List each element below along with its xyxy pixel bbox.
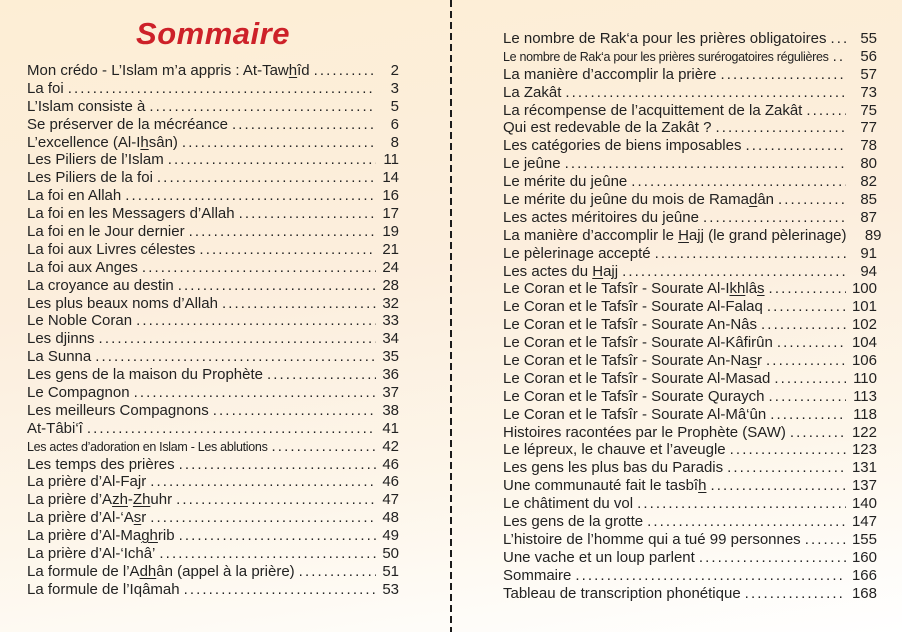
- toc-entry-label: Les gens de la maison du Prophète: [27, 366, 263, 384]
- toc-entry: [503, 459, 877, 477]
- toc-leader-dots: [142, 259, 376, 276]
- toc-entry-page-number: 160: [851, 548, 877, 566]
- toc-entry-label: La manière d’accomplir la prière: [503, 65, 717, 83]
- toc-entry-page-number: 3: [390, 79, 399, 97]
- toc-entry-page-number: 113: [853, 387, 877, 405]
- toc-leader-dots: [699, 549, 846, 566]
- toc-entry-page-number: 46: [382, 455, 399, 473]
- toc-entry-label: Les actes méritoires du jeûne: [503, 208, 699, 226]
- toc-entry-label: La Sunna: [27, 348, 92, 366]
- toc-leader-dots: [769, 280, 846, 297]
- toc-entry: [503, 531, 877, 549]
- toc-entry-page-number: 2: [390, 62, 399, 79]
- toc-entry-label: Le châtiment du vol: [503, 495, 634, 513]
- toc-leader-dots: [710, 477, 846, 494]
- toc-entry: [27, 545, 399, 563]
- toc-entry-label: Le Coran et le Tafsîr - Sourate Al-Kâfirûn: [503, 334, 773, 352]
- toc-entry-label: La formule de l’Iqâmah: [27, 580, 180, 598]
- toc-list-right: [503, 30, 882, 603]
- toc-leader-dots: [157, 169, 376, 186]
- toc-entry: [27, 527, 399, 545]
- toc-entry-label: Les gens de la grotte: [503, 513, 644, 531]
- toc-leader-dots: [134, 384, 376, 401]
- toc-entry: [27, 473, 399, 491]
- toc-entry: [27, 491, 399, 509]
- toc-entry-label: La foi aux Anges: [27, 258, 138, 276]
- toc-entry: [503, 245, 877, 263]
- toc-entry-page-number: 38: [382, 401, 399, 419]
- toc-entry: [503, 441, 877, 459]
- toc-entry-label: La foi: [27, 79, 64, 97]
- toc-entry-page-number: 168: [851, 584, 877, 602]
- toc-entry-page-number: 123: [851, 441, 877, 459]
- toc-entry-page-number: 118: [853, 405, 877, 423]
- toc-leader-dots: [720, 66, 846, 83]
- toc-entry-page-number: 49: [382, 527, 399, 545]
- toc-entry-page-number: 73: [860, 83, 877, 101]
- toc-entry: [503, 549, 877, 567]
- toc-entry-label: Le mérite du jeûne du mois de Ramadân: [503, 191, 775, 209]
- toc-entry-label: La prière d’Al-Fajr: [27, 473, 147, 491]
- toc-entry-page-number: 75: [860, 101, 877, 119]
- toc-entry-label: Les gens les plus bas du Paradis: [503, 459, 724, 477]
- toc-leader-dots: [655, 245, 846, 262]
- toc-entry-page-number: 87: [860, 208, 877, 226]
- toc-entry: [503, 567, 877, 585]
- toc-entry-label: Histoires racontées par le Prophète (SAW): [503, 423, 786, 441]
- toc-entry-page-number: 91: [860, 244, 877, 262]
- toc-entry: [27, 205, 399, 223]
- left-page: [27, 16, 399, 599]
- toc-entry-page-number: 16: [382, 187, 399, 205]
- toc-leader-dots: [831, 30, 846, 47]
- toc-entry-label: La prière d’Al-‘Asr: [27, 509, 147, 527]
- toc-entry-page-number: 28: [382, 276, 399, 294]
- toc-entry: [503, 406, 877, 424]
- toc-entry-label: Une communauté fait le tasbîh: [503, 477, 707, 495]
- toc-leader-dots: [805, 531, 846, 548]
- toc-entry: [27, 295, 399, 313]
- toc-leader-dots: [168, 151, 376, 168]
- toc-list-left: [27, 62, 399, 599]
- toc-entry: [503, 513, 877, 531]
- toc-leader-dots: [767, 298, 846, 315]
- toc-entry-label: La manière d’accomplir le Hajj (le grand pèlerinage): [503, 226, 847, 244]
- toc-entry-label: Les temps des prières: [27, 455, 175, 473]
- toc-leader-dots: [770, 406, 846, 423]
- toc-entry: [27, 80, 399, 98]
- toc-entry-page-number: 33: [382, 312, 399, 330]
- toc-leader-dots: [745, 137, 846, 154]
- toc-leader-dots: [136, 312, 376, 329]
- toc-leader-dots: [565, 155, 846, 172]
- toc-entry: [27, 151, 399, 169]
- toc-entry-label: L’histoire de l’homme qui a tué 99 personnes: [503, 530, 801, 548]
- toc-entry-label: La prière d’Al-Maghrib: [27, 527, 175, 545]
- toc-entry-page-number: 48: [382, 509, 399, 527]
- toc-entry: [27, 241, 399, 259]
- toc-leader-dots: [99, 330, 376, 347]
- toc-entry-page-number: 85: [860, 191, 877, 209]
- toc-entry-label: Une vache et un loup parlent: [503, 548, 695, 566]
- page-title: Sommaire: [136, 16, 290, 51]
- toc-entry-label: L’Islam consiste à: [27, 97, 146, 115]
- toc-leader-dots: [745, 585, 846, 602]
- toc-leader-dots: [182, 134, 376, 151]
- toc-entry-label: L’excellence (Al-Ihsân): [27, 133, 178, 151]
- toc-entry: [503, 226, 882, 245]
- toc-entry: [27, 277, 399, 295]
- toc-leader-dots: [184, 581, 376, 598]
- toc-entry-label: Le Coran et le Tafsîr - Sourate Al-Ikhlâs: [503, 280, 765, 298]
- toc-entry-page-number: 94: [860, 262, 877, 280]
- toc-leader-dots: [199, 241, 376, 258]
- toc-leader-dots: [774, 370, 846, 387]
- toc-leader-dots: [575, 567, 846, 584]
- toc-entry-label: Le Coran et le Tafsîr - Sourate Al-Falaq: [503, 298, 763, 316]
- toc-entry: [27, 330, 399, 348]
- toc-entry-label: Les Piliers de la foi: [27, 169, 153, 187]
- toc-entry: [503, 495, 877, 513]
- toc-entry-page-number: 56: [860, 47, 877, 65]
- toc-entry-label: Le Coran et le Tafsîr - Sourate Quraych: [503, 387, 765, 405]
- toc-entry-page-number: 106: [851, 352, 877, 370]
- toc-entry-label: La prière d’Al-‘Ichâ’: [27, 545, 156, 563]
- page-divider-dashed-line: [450, 0, 452, 632]
- toc-leader-dots: [790, 424, 846, 441]
- toc-entry-page-number: 80: [860, 155, 877, 173]
- toc-leader-dots: [766, 352, 846, 369]
- toc-entry: [503, 298, 877, 316]
- toc-entry-page-number: 102: [851, 316, 877, 334]
- toc-leader-dots: [778, 191, 846, 208]
- toc-entry-label: Sommaire: [503, 566, 572, 584]
- toc-leader-dots: [761, 316, 846, 333]
- toc-entry: [503, 334, 877, 352]
- toc-entry: [27, 98, 399, 116]
- toc-entry-label: La récompense de l’acquittement de la Zakât: [503, 101, 803, 119]
- toc-entry-page-number: 14: [382, 169, 399, 187]
- toc-leader-dots: [232, 116, 376, 133]
- toc-entry-page-number: 55: [860, 30, 877, 47]
- toc-leader-dots: [703, 209, 846, 226]
- toc-entry-label: Le Coran et le Tafsîr - Sourate An-Nasr: [503, 352, 763, 370]
- toc-entry-page-number: 21: [382, 240, 399, 258]
- toc-entry-label: Le Coran et le Tafsîr - Sourate Al-Mâ‘ûn: [503, 405, 767, 423]
- toc-leader-dots: [125, 187, 376, 204]
- toc-entry: [503, 209, 877, 227]
- toc-entry-page-number: 5: [390, 97, 399, 115]
- toc-leader-dots: [239, 205, 376, 222]
- toc-entry: [503, 316, 877, 334]
- toc-entry: [27, 62, 399, 80]
- toc-leader-dots: [267, 366, 376, 383]
- toc-entry-page-number: 19: [382, 223, 399, 241]
- toc-entry-page-number: 11: [383, 151, 399, 169]
- toc-entry-label: Les catégories de biens imposables: [503, 137, 742, 155]
- toc-entry: [27, 169, 399, 187]
- toc-entry-label: La foi en les Messagers d’Allah: [27, 205, 235, 223]
- toc-leader-dots: [806, 102, 846, 119]
- toc-leader-dots: [769, 388, 846, 405]
- toc-entry-page-number: 78: [860, 137, 877, 155]
- toc-leader-dots: [179, 527, 376, 544]
- toc-entry-label: Le nombre de Rak‘a pour les prières surérogatoires régulières: [503, 49, 829, 64]
- toc-entry-label: Les actes d’adoration en Islam - Les ablutions: [27, 439, 268, 454]
- toc-entry: [27, 116, 399, 134]
- toc-entry: [503, 477, 877, 495]
- toc-entry-page-number: 89: [864, 226, 882, 244]
- toc-entry: [503, 280, 877, 298]
- toc-entry: [503, 352, 877, 370]
- toc-entry: [503, 191, 877, 209]
- toc-leader-dots: [87, 420, 376, 437]
- toc-entry: [503, 263, 877, 281]
- toc-entry-label: La foi en le Jour dernier: [27, 223, 185, 241]
- toc-entry: [27, 420, 399, 438]
- toc-leader-dots: [637, 495, 846, 512]
- toc-entry-label: Les djinns: [27, 330, 95, 348]
- toc-entry: [27, 563, 399, 581]
- toc-entry: [27, 509, 399, 527]
- toc-entry: [503, 370, 877, 388]
- toc-entry-page-number: 17: [382, 205, 399, 223]
- toc-entry-page-number: 37: [382, 384, 399, 402]
- toc-leader-dots: [179, 456, 376, 473]
- toc-entry-label: Le mérite du jeûne: [503, 173, 628, 191]
- toc-entry: [503, 119, 877, 137]
- toc-entry-label: Se préserver de la mécréance: [27, 115, 228, 133]
- toc-entry-page-number: 50: [382, 545, 399, 563]
- toc-leader-dots: [95, 348, 376, 365]
- toc-entry-page-number: 166: [851, 566, 877, 584]
- toc-entry-page-number: 155: [851, 530, 877, 548]
- toc-leader-dots: [730, 441, 846, 458]
- toc-entry: [27, 384, 399, 402]
- toc-entry-page-number: 122: [851, 423, 877, 441]
- toc-entry-label: Le Noble Coran: [27, 312, 133, 330]
- toc-entry: [503, 137, 877, 155]
- toc-leader-dots: [647, 513, 846, 530]
- toc-entry: [27, 187, 399, 205]
- toc-entry-label: Le nombre de Rak‘a pour les prières obligatoires: [503, 30, 827, 47]
- toc-entry: [503, 155, 877, 173]
- toc-entry-page-number: 46: [382, 473, 399, 491]
- toc-leader-dots: [622, 263, 846, 280]
- toc-entry-page-number: 32: [382, 294, 399, 312]
- toc-entry-label: Le pèlerinage accepté: [503, 244, 651, 262]
- toc-entry-label: Le lépreux, le chauve et l’aveugle: [503, 441, 726, 459]
- toc-entry: [27, 223, 399, 241]
- toc-entry-page-number: 53: [382, 580, 399, 598]
- toc-entry-page-number: 77: [860, 119, 877, 137]
- toc-entry: [27, 312, 399, 330]
- toc-leader-dots: [727, 459, 846, 476]
- toc-entry: [27, 348, 399, 366]
- toc-entry-page-number: 8: [390, 133, 399, 151]
- toc-entry-page-number: 24: [382, 258, 399, 276]
- toc-entry: [503, 173, 877, 191]
- toc-entry: [503, 585, 877, 603]
- toc-entry-label: Le Coran et le Tafsîr - Sourate Al-Masad: [503, 369, 771, 387]
- toc-entry-page-number: 42: [382, 437, 399, 455]
- toc-entry-page-number: 47: [382, 491, 399, 509]
- toc-entry-page-number: 131: [851, 459, 877, 477]
- toc-entry-page-number: 36: [382, 366, 399, 384]
- toc-entry-label: Les plus beaux noms d’Allah: [27, 294, 218, 312]
- toc-leader-dots: [150, 509, 376, 526]
- toc-entry: [503, 424, 877, 442]
- toc-entry-page-number: 35: [382, 348, 399, 366]
- toc-entry: [27, 366, 399, 384]
- toc-leader-dots: [189, 223, 376, 240]
- toc-entry: [503, 102, 877, 120]
- toc-entry: [503, 30, 877, 48]
- toc-entry-label: Les actes du Hajj: [503, 262, 619, 280]
- toc-leader-dots: [68, 80, 376, 97]
- toc-leader-dots: [176, 491, 376, 508]
- toc-entry-page-number: 6: [390, 115, 399, 133]
- toc-leader-dots: [565, 84, 846, 101]
- toc-entry: [503, 48, 877, 66]
- toc-leader-dots: [299, 563, 376, 580]
- toc-entry-page-number: 100: [851, 280, 877, 298]
- toc-leader-dots: [314, 62, 376, 79]
- toc-entry-label: Le jeûne: [503, 155, 561, 173]
- toc-entry-label: Les Piliers de l’Islam: [27, 151, 164, 169]
- toc-entry: [27, 259, 399, 277]
- toc-entry-page-number: 34: [382, 330, 399, 348]
- toc-entry-page-number: 51: [382, 562, 399, 580]
- toc-leader-dots: [150, 473, 376, 490]
- toc-entry-label: La croyance au destin: [27, 276, 174, 294]
- toc-leader-dots: [213, 402, 376, 419]
- toc-entry-page-number: 140: [851, 495, 877, 513]
- toc-entry-label: Le Compagnon: [27, 384, 130, 402]
- toc-leader-dots: [149, 98, 376, 115]
- toc-entry-page-number: 41: [382, 419, 399, 437]
- toc-entry-page-number: 82: [860, 173, 877, 191]
- toc-leader-dots: [833, 48, 846, 65]
- toc-entry-page-number: 57: [860, 65, 877, 83]
- toc-entry-label: La prière d’Azh-Zhuhr: [27, 491, 173, 509]
- toc-entry-label: Qui est redevable de la Zakât ?: [503, 119, 712, 137]
- toc-entry: [503, 388, 877, 406]
- toc-entry-label: Le Coran et le Tafsîr - Sourate An-Nâs: [503, 316, 758, 334]
- toc-leader-dots: [715, 119, 846, 136]
- toc-entry: [27, 402, 399, 420]
- toc-entry: [27, 456, 399, 474]
- toc-entry-label: La formule de l’Adhân (appel à la prière): [27, 562, 295, 580]
- toc-entry-label: La foi en Allah: [27, 187, 122, 205]
- toc-entry-page-number: 110: [853, 369, 877, 387]
- toc-entry-label: Tableau de transcription phonétique: [503, 584, 741, 602]
- toc-leader-dots: [222, 295, 376, 312]
- right-page: [503, 30, 882, 603]
- toc-entry: [27, 581, 399, 599]
- toc-entry-label: La Zakât: [503, 83, 562, 101]
- toc-entry: [503, 66, 877, 84]
- toc-entry-page-number: 101: [851, 298, 877, 316]
- toc-leader-dots: [631, 173, 846, 190]
- toc-leader-dots: [159, 545, 376, 562]
- toc-entry-label: Mon crédo - L’Islam m’a appris : At-Tawhîd: [27, 62, 310, 79]
- toc-entry: [503, 84, 877, 102]
- toc-entry: [27, 438, 399, 456]
- toc-entry-page-number: 104: [851, 334, 877, 352]
- toc-leader-dots: [272, 438, 376, 455]
- toc-entry-page-number: 137: [851, 477, 877, 495]
- toc-entry-label: La foi aux Livres célestes: [27, 240, 196, 258]
- toc-entry: [27, 134, 399, 152]
- toc-leader-dots: [178, 277, 376, 294]
- toc-entry-label: Les meilleurs Compagnons: [27, 401, 209, 419]
- toc-leader-dots: [777, 334, 846, 351]
- toc-entry-label: At-Tâbi‘î: [27, 419, 83, 437]
- toc-entry-page-number: 147: [851, 513, 877, 531]
